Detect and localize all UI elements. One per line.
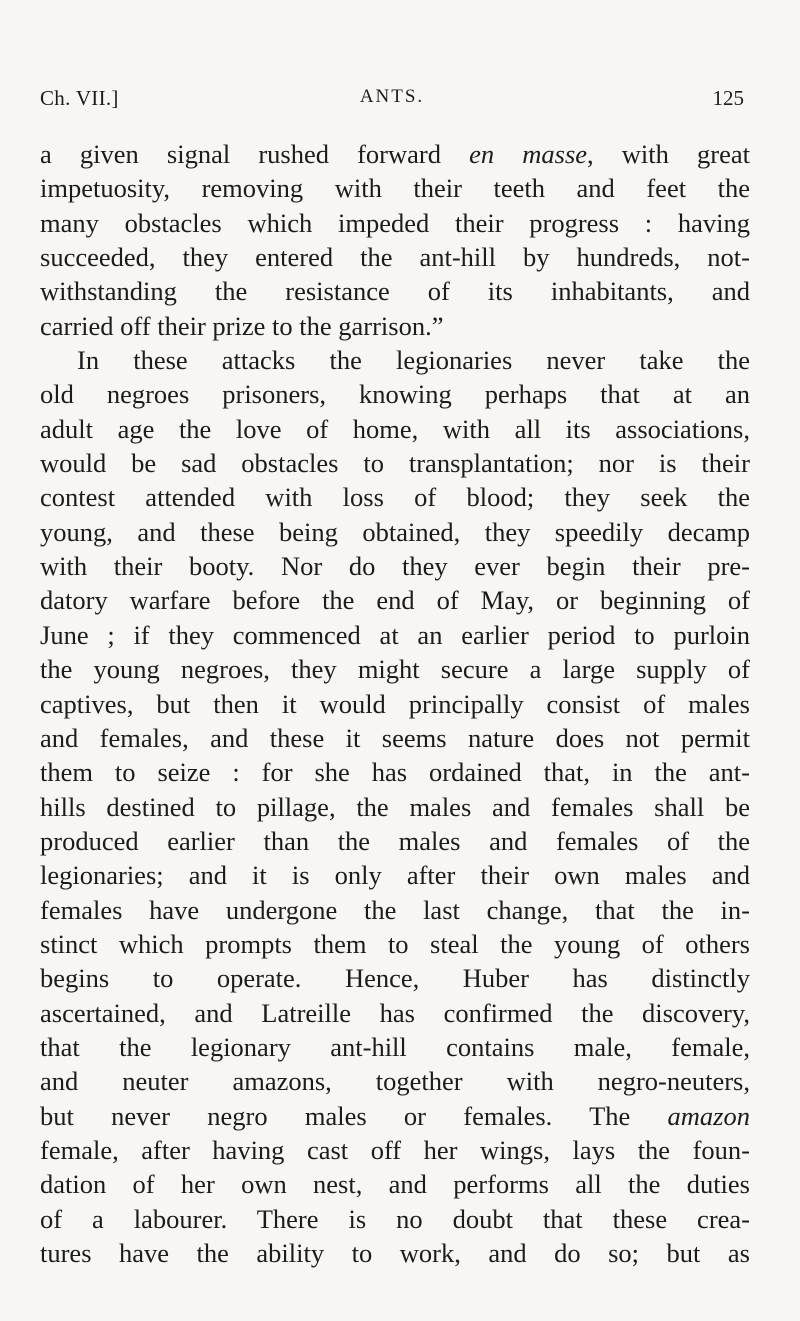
text-line: and neuter amazons, together with negro-neuters,: [40, 1066, 750, 1097]
text-line: of a labourer. There is no doubt that these crea-: [40, 1203, 750, 1234]
italic-term: amazon: [667, 1100, 750, 1131]
text-line: stinct which prompts them to steal the young of others: [40, 928, 750, 959]
text-line: many obstacles which impeded their progress : having: [40, 207, 750, 238]
text-line: with their booty. Nor do they ever begin their pre-: [40, 551, 750, 582]
text-line: them to seize : for she has ordained that, in the ant-: [40, 757, 750, 788]
text-line: the young negroes, they might secure a large supply of: [40, 654, 750, 685]
text-line: adult age the love of home, with all its associations,: [40, 413, 750, 444]
text-line: succeeded, they entered the ant-hill by hundreds, not-: [40, 242, 750, 273]
text-line: a given signal rushed forward en masse, with great: [40, 139, 750, 169]
text-line: old negroes prisoners, knowing perhaps that at an: [40, 379, 750, 410]
chapter-label: Ch. VII.]: [40, 86, 119, 110]
text-line: tures have the ability to work, and do so; but as: [40, 1238, 750, 1268]
text-line: ascertained, and Latreille has confirmed the discovery,: [40, 997, 750, 1028]
text-line: produced earlier than the males and females of the: [40, 825, 750, 856]
text-line: young, and these being obtained, they speedily decamp: [40, 516, 750, 547]
text-line: legionaries; and it is only after their own males and: [40, 860, 750, 891]
text-line: begins to operate. Hence, Huber has distinctly: [40, 963, 750, 994]
text-line: datory warfare before the end of May, or beginning of: [40, 585, 750, 616]
text-line: withstanding the resistance of its inhabitants, and: [40, 276, 750, 307]
text-line: impetuosity, removing with their teeth and feet the: [40, 173, 750, 204]
italic-term: en masse: [469, 139, 588, 169]
text-line: hills destined to pillage, the males and females shall be: [40, 791, 750, 822]
page-number: 125: [712, 86, 744, 110]
text-line: carried off their prize to the garrison.”: [40, 310, 444, 341]
text-line: female, after having cast off her wings, lays the foun-: [40, 1134, 750, 1165]
body-text: [40, 137, 750, 1270]
text-line: and females, and these it seems nature does not permit: [40, 722, 750, 753]
text-line: captives, but then it would principally consist of males: [40, 688, 750, 719]
text-line: In these attacks the legionaries never take the: [77, 345, 750, 376]
text-line: contest attended with loss of blood; they seek the: [40, 482, 750, 513]
running-title: ANTS.: [359, 86, 425, 107]
text-line: females have undergone the last change, that the in-: [40, 894, 750, 925]
text-line: would be sad obstacles to transplantation; nor is their: [40, 448, 750, 479]
text-line: June ; if they commenced at an earlier period to purloin: [40, 619, 750, 650]
text-line: that the legionary ant-hill contains male, female,: [40, 1031, 750, 1062]
text-line: but never negro males or females. The amazon: [40, 1100, 750, 1131]
text-line: dation of her own nest, and performs all the duties: [40, 1169, 750, 1200]
running-head: [40, 86, 744, 116]
